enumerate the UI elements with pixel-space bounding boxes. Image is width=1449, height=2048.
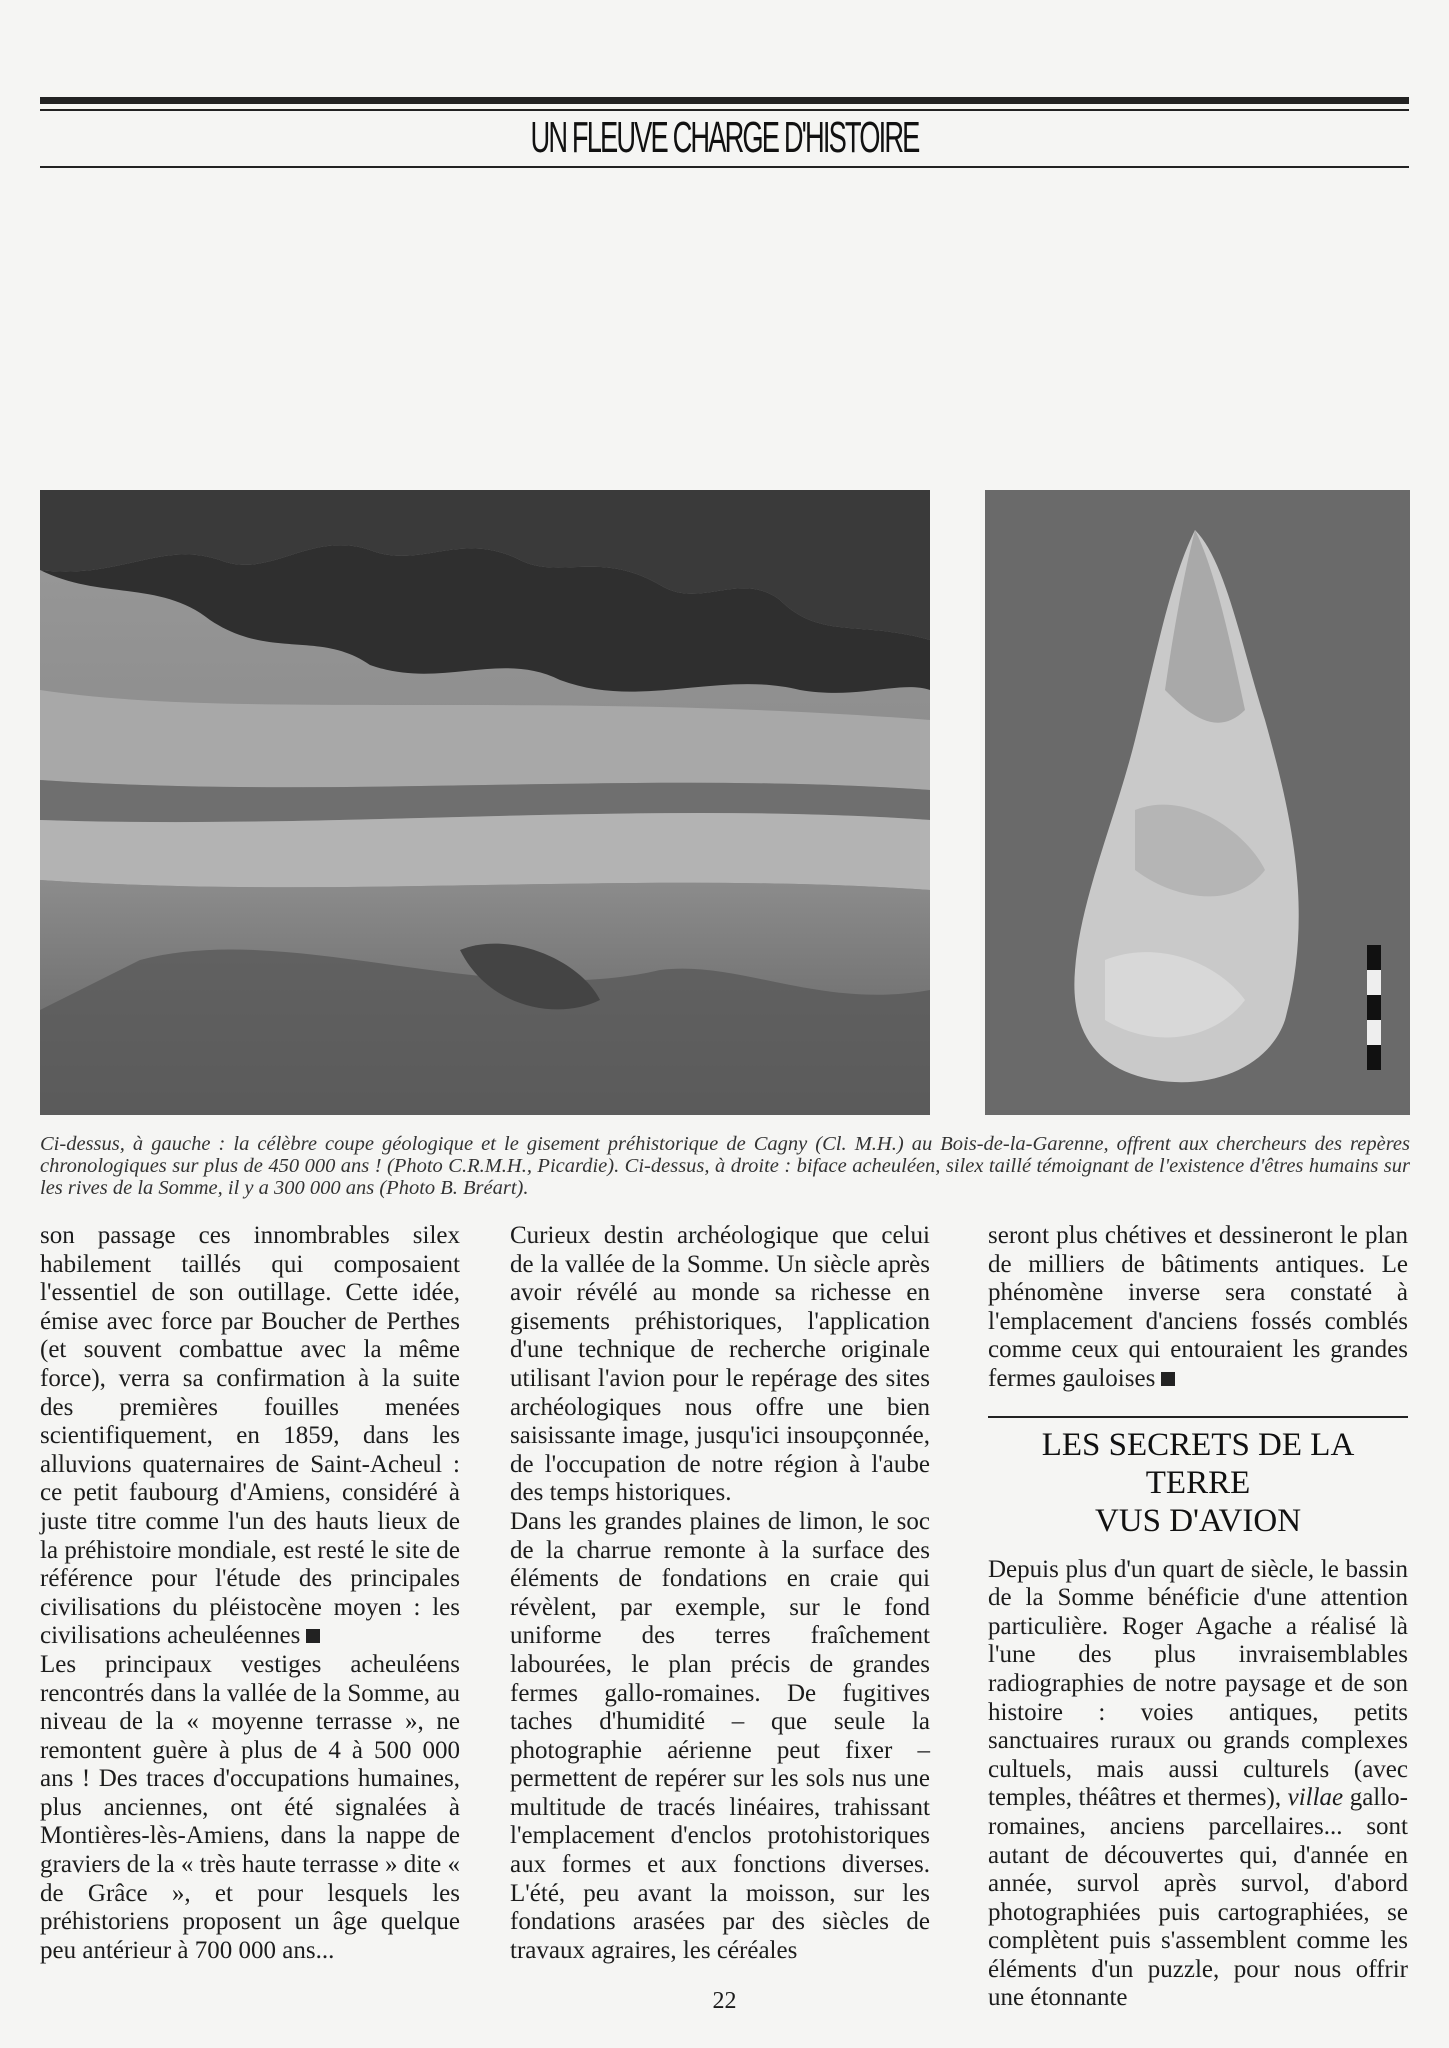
text-column-3 <box>988 1222 1408 2013</box>
column-1-paragraph-1-text: son passage ces innombrables silex habilement taillés qui composaient l'essentiel de son outillage. Cette idée, émise avec force par Boucher de Perthes (et souvent combattue avec la même force), verra sa confirmation à la suite des premières fouilles menées scientifiquement, en 1859, dans les alluvions quaternaires de Saint-Acheul : ce petit faubourg d'Amiens, considéré à juste titre comme l'un des hauts lieux de la préhistoire mondiale, est resté le site de référence pour l'étude des principales civilisations du pléistocène moyen : les civilisations acheuléennes <box>40 1222 460 1650</box>
column-1-paragraph-1 <box>40 1222 460 1651</box>
header-rule-thin <box>40 109 1409 111</box>
section-heading <box>988 1426 1408 1540</box>
column-2-paragraph-1: Curieux destin archéologique que celui de la vallée de la Somme. Un siècle après avoir révélé au monde sa richesse en gisements préhistoriques, l'application d'une technique de recherche originale utilisant l'avion pour le repérage des sites archéologiques nous offre une bien saisissante image, jusqu'ici insoupçonnée, de l'occupation de notre région à l'aube des temps historiques. <box>510 1222 930 1507</box>
text-column-1 <box>40 1222 460 1965</box>
end-of-article-mark <box>1161 1372 1175 1386</box>
figure-caption: Ci-dessus, à gauche : la célèbre coupe géologique et le gisement préhistorique de Cagny (Cl. M.H.) au Bois-de-la-Garenne, offrent aux chercheurs des repères chronologiques sur plus de 450 000 ans ! (Photo C.R.M.H., Picardie). Ci-dessus, à droite : biface acheuléen, silex taillé témoignant de l'existence d'êtres humains sur les rives de la Somme, il y a 300 000 ans (Photo B. Bréart). <box>40 1133 1410 1199</box>
photo-geological-cut-illustration <box>40 490 930 1115</box>
photo-geological-cut <box>40 490 930 1115</box>
column-3-paragraph-1-text: seront plus chétives et dessineront le plan de milliers de bâtiments antiques. Le phénomène inverse sera constaté à l'emplacement d'anciens fossés comblés comme ceux qui entouraient les grandes fermes gauloises <box>988 1222 1408 1392</box>
photo-acheulean-biface <box>985 490 1410 1115</box>
end-of-article-mark <box>306 1629 320 1643</box>
column-2-paragraph-2: Dans les grandes plaines de limon, le soc de la charrue remonte à la surface des éléments de fondations en craie qui révèlent, par exemple, sur le fond uniforme des terres fraîchement labourées, le plan précis de grandes fermes gallo-romaines. De fugitives taches d'humidité – que seule la photographie aérienne peut fixer – permettent de repérer sur les sols nus une multitude de tracés linéaires, trahissant l'emplacement d'enclos protohistoriques aux formes et aux fonctions diverses. L'été, peu avant la moisson, sur les fondations arasées par des siècles de travaux agraires, les céréales <box>510 1507 930 1964</box>
text-column-2 <box>510 1222 930 1965</box>
column-3-paragraph-2-text-a: Depuis plus d'un quart de siècle, le bassin de la Somme bénéficie d'une attention particulière. Roger Agache a réalisé là l'une des plus invraisemblables radiographies de notre paysage et de son histoire : voies antiques, petits sanctuaires ruraux ou grands complexes cultuels, mais aussi culturels (avec temples, théâtres et thermes), <box>988 1555 1408 1812</box>
column-3-paragraph-2-text-b: gallo-romaines, anciens parcellaires... sont autant de découvertes qui, d'année en année, survol après survol, d'abord photographiées puis cartographiées, se complètent puis s'assemblent comme les éléments d'un puzzle, pour nous offrir une étonnante <box>988 1784 1409 2012</box>
section-rule <box>988 1416 1408 1418</box>
column-3-paragraph-2-villae: villae <box>1287 1784 1344 1812</box>
running-header-title: UN FLEUVE CHARGE D'HISTOIRE <box>530 113 919 162</box>
column-1-paragraph-2: Les principaux vestiges acheuléens rencontrés dans la vallée de la Somme, au niveau de la « moyenne terrasse », ne remontent guère à plus de 4 à 500 000 ans ! Des traces d'occupations humaines, plus anciennes, ont été signalées à Montières-lès-Amiens, dans la nappe de graviers de la « très haute terrasse » dite « de Grâce », et pour lesquels les préhistoriens proposent un âge quelque peu antérieur à 700 000 ans... <box>40 1650 460 1964</box>
section-heading-line-2: VUS D'AVION <box>1094 1502 1302 1539</box>
section-heading-line-1: LES SECRETS DE LA TERRE <box>1041 1426 1355 1501</box>
page-number: 22 <box>712 1988 737 2014</box>
column-3-paragraph-1 <box>988 1222 1408 1394</box>
column-3-paragraph-2 <box>988 1556 1408 2014</box>
biface-illustration <box>985 490 1410 1115</box>
header-rule-bottom <box>40 166 1409 168</box>
header-rule-thick <box>40 97 1409 104</box>
